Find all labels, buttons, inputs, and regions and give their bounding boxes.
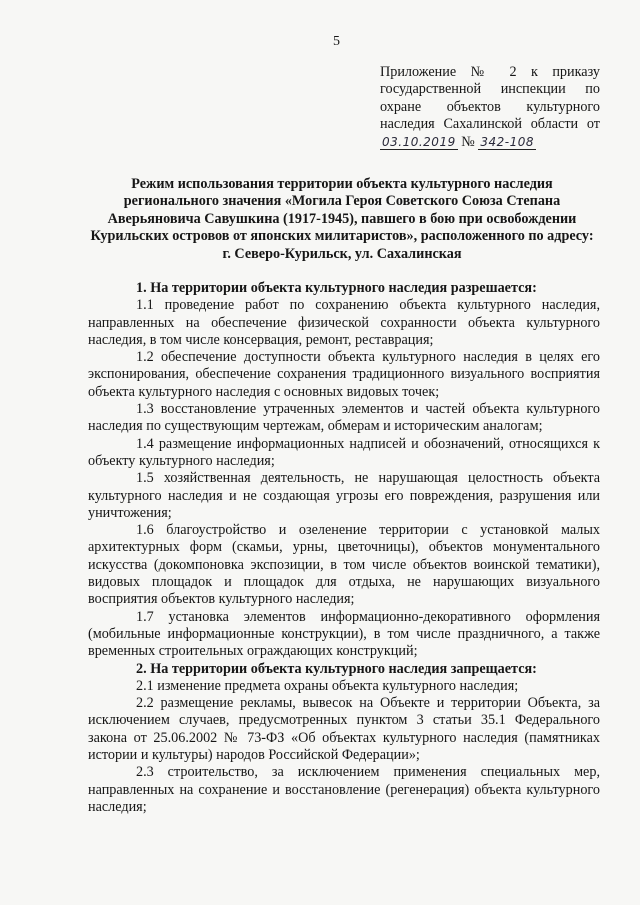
paragraph-1-7: 1.7 установка элементов информационно-декоративного оформления (мобильные информационные конструкции), в том числе праздничного, а также временных строительных ограждающих конструкций; — [88, 608, 600, 660]
paragraph-1-4: 1.4 размещение информационных надписей и обозначений, относящихся к объекту культурного наследия; — [88, 435, 600, 469]
document-title: Режим использования территории объекта культурного наследия регионального значения «Могила Героя Советского Союза Степана Аверьяновича Савушкина (1917-1945), павшего в бою при освобождении Курильских островов от японских милитаристов», расположенного по адресу: г. Северо-Курильск, ул. Сахалинская — [90, 176, 594, 262]
paragraph-1-1: 1.1 проведение работ по сохранению объекта культурного наследия, направленных на обеспечение физической сохранности объекта культурного наследия, в том числе консервация, ремонт, реставрация; — [88, 297, 600, 348]
handwritten-number: 342-108 — [480, 134, 534, 149]
paragraph-1-5: 1.5 хозяйственная деятельность, не нарушающая целостность объекта культурного наследия и не создающая угрозы его повреждения, разрушения или уничтожения; — [88, 470, 600, 521]
paragraph-2-3: 2.3 строительство, за исключением применения специальных мер, направленных на сохранение и восстановление (регенерация) объекта культурного наследия; — [88, 764, 600, 815]
page-number: 5 — [333, 34, 340, 49]
number-sign: № — [461, 133, 475, 150]
paragraph-1-3: 1.3 восстановление утраченных элементов и частей объекта культурного наследия по существующим чертежам, обмерам и историческим аналогам; — [88, 401, 600, 435]
handwritten-date: 03.10.2019 — [382, 134, 456, 149]
paragraph-1-2: 1.2 обеспечение доступности объекта культурного наследия в целях его экспонирования, обеспечение сохранения традиционного визуального восприятия объекта культурного наследия с основных видовых точек; — [88, 349, 600, 400]
section-1-heading: 1. На территории объекта культурного наследия разрешается: — [136, 280, 537, 296]
appendix-text: Приложение № 2 к приказу государственной инспекции по охране объектов культурного наследия Сахалинской области от — [380, 64, 600, 133]
appendix-block — [380, 64, 600, 151]
paragraph-1-6: 1.6 благоустройство и озеленение территории с установкой малых архитектурных форм (скамьи, урны, цветочницы), объектов монументального искусства (докомпоновка экспозиции, в том числе объектов воинской тематики), видовых площадок и площадок для отдыха, не нарушающих визуального восприятия объектов культурного наследия; — [88, 522, 600, 608]
section-2-heading: 2. На территории объекта культурного наследия запрещается: — [136, 660, 537, 677]
paragraph-2-2: 2.2 размещение рекламы, вывесок на Объекте и территории Объекта, за исключением случаев, предусмотренных пунктом 3 статьи 35.1 Федерального закона от 25.06.2002 № 73-ФЗ «Об объектах культурного наследия (памятниках истории и культуры) народов Российской Федерации»; — [88, 695, 600, 764]
paragraph-2-1: 2.1 изменение предмета охраны объекта культурного наследия; — [136, 677, 519, 694]
document-body — [88, 280, 600, 816]
